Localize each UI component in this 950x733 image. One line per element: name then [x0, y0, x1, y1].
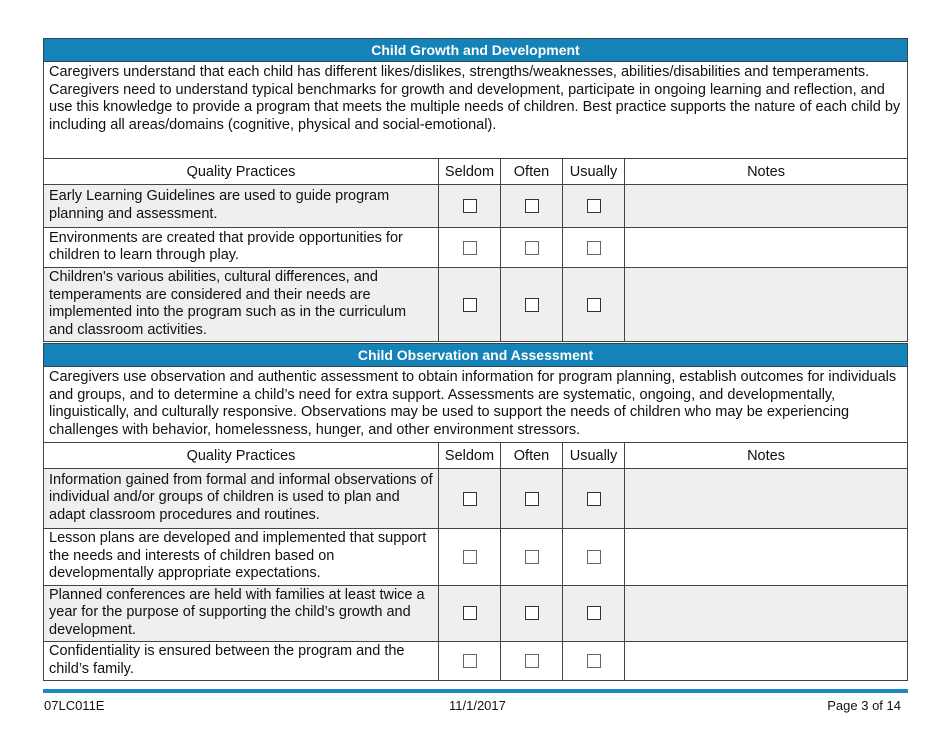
table-row — [44, 268, 908, 342]
table-row — [44, 585, 908, 642]
usually-checkbox[interactable] — [587, 550, 601, 564]
footer-rule — [43, 689, 908, 693]
usually-checkbox[interactable] — [587, 241, 601, 255]
seldom-checkbox[interactable] — [463, 654, 477, 668]
practice-text: Information gained from formal and informal observations of individual and/or groups of children is used to plan and adapt classroom procedures and routines. — [44, 469, 439, 529]
usually-checkbox[interactable] — [587, 199, 601, 213]
page-number: Page 3 of 14 — [827, 698, 901, 713]
form-date: 11/1/2017 — [449, 698, 506, 713]
usually-checkbox[interactable] — [587, 654, 601, 668]
col-usually: Usually — [563, 159, 625, 185]
notes-field[interactable] — [625, 585, 908, 642]
notes-field[interactable] — [625, 642, 908, 681]
practice-text: Early Learning Guidelines are used to guide program planning and assessment. — [44, 185, 439, 228]
seldom-checkbox[interactable] — [463, 241, 477, 255]
usually-checkbox[interactable] — [587, 606, 601, 620]
col-notes: Notes — [625, 159, 908, 185]
notes-field[interactable] — [625, 228, 908, 268]
column-headers — [44, 159, 908, 185]
often-checkbox[interactable] — [525, 199, 539, 213]
seldom-checkbox[interactable] — [463, 492, 477, 506]
section-child-growth — [43, 38, 908, 342]
col-quality-practices: Quality Practices — [44, 443, 439, 469]
form-id: 07LC011E — [44, 698, 105, 713]
seldom-checkbox[interactable] — [463, 606, 477, 620]
notes-field[interactable] — [625, 185, 908, 228]
practice-text: Children's various abilities, cultural differences, and temperaments are considered and their needs are implemented into the program such as in the curriculum and classroom activities. — [44, 268, 439, 342]
col-quality-practices: Quality Practices — [44, 159, 439, 185]
col-often: Often — [501, 443, 563, 469]
table-row — [44, 228, 908, 268]
usually-checkbox[interactable] — [587, 298, 601, 312]
often-checkbox[interactable] — [525, 606, 539, 620]
col-usually: Usually — [563, 443, 625, 469]
notes-field[interactable] — [625, 469, 908, 529]
table-row — [44, 469, 908, 529]
practice-text: Planned conferences are held with families at least twice a year for the purpose of supporting the child’s growth and development. — [44, 585, 439, 642]
seldom-checkbox[interactable] — [463, 298, 477, 312]
col-seldom: Seldom — [439, 159, 501, 185]
seldom-checkbox[interactable] — [463, 550, 477, 564]
col-seldom: Seldom — [439, 443, 501, 469]
table-row — [44, 642, 908, 681]
section-description: Caregivers understand that each child has different likes/dislikes, strengths/weaknesses, abilities/disabilities and temperaments. Caregivers need to understand typical benchmarks for growth and development, participate in ongoing learning and reflection, and use this knowledge to provide a program that meets the multiple needs of children. Best practice supports the nature of each child by including all areas/domains (cognitive, physical and social-emotional). — [44, 62, 908, 159]
often-checkbox[interactable] — [525, 492, 539, 506]
section-title: Child Growth and Development — [44, 39, 908, 62]
section-description: Caregivers use observation and authentic assessment to obtain information for program planning, establish outcomes for individuals and groups, and to determine a child’s need for extra support. Assessments are systematic, ongoing, and developmentally, linguistically, and culturally responsive. Observations may be used to support the needs of children who may be experiencing challenges with behavior, homelessness, hunger, and other environment stressors. — [44, 367, 908, 443]
often-checkbox[interactable] — [525, 550, 539, 564]
practice-text: Environments are created that provide opportunities for children to learn through play. — [44, 228, 439, 268]
often-checkbox[interactable] — [525, 654, 539, 668]
practice-text: Confidentiality is ensured between the program and the child’s family. — [44, 642, 439, 681]
often-checkbox[interactable] — [525, 298, 539, 312]
section-title: Child Observation and Assessment — [44, 344, 908, 367]
table-row — [44, 185, 908, 228]
table-row — [44, 529, 908, 586]
notes-field[interactable] — [625, 529, 908, 586]
usually-checkbox[interactable] — [587, 492, 601, 506]
seldom-checkbox[interactable] — [463, 199, 477, 213]
col-notes: Notes — [625, 443, 908, 469]
col-often: Often — [501, 159, 563, 185]
section-child-observation — [43, 343, 908, 681]
notes-field[interactable] — [625, 268, 908, 342]
column-headers — [44, 443, 908, 469]
often-checkbox[interactable] — [525, 241, 539, 255]
practice-text: Lesson plans are developed and implemented that support the needs and interests of children based on developmentally appropriate expectations. — [44, 529, 439, 586]
